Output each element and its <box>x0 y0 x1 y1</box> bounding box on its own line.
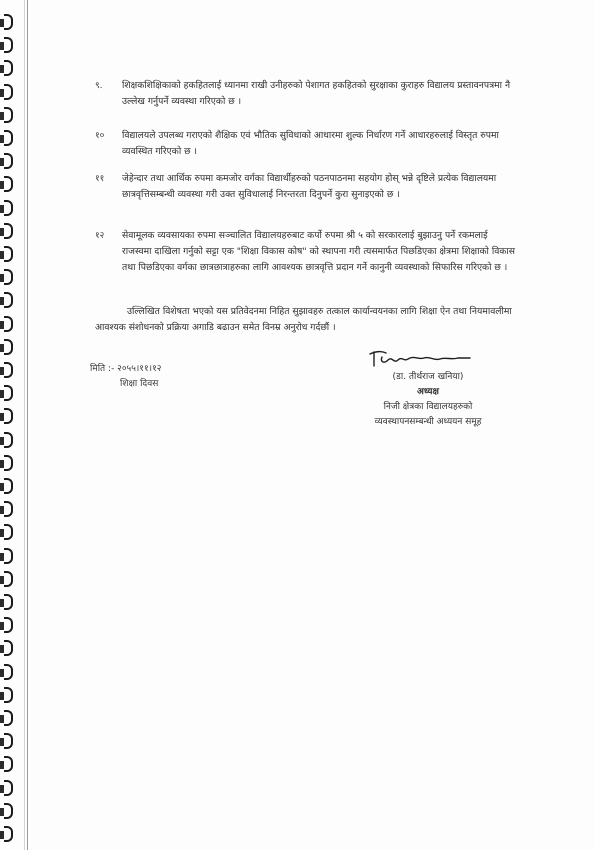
handwritten-signature <box>368 348 478 370</box>
binding-ring <box>4 826 13 842</box>
binding-ring <box>4 84 13 100</box>
committee-line: व्यवस्थापनसम्बन्धी अध्ययन समूह <box>374 417 482 427</box>
binding-ring <box>4 664 13 680</box>
binding-ring <box>4 756 13 772</box>
binding-ring <box>4 223 13 239</box>
item-text: सेवामूलक व्यवसायका रुपमा सञ्चालित विद्यालयहरुबाट कर्पो रुपमा श्री ५ को सरकारलाई बुझाउनु पर्ने रकमलाई राजस्वमा दाखिला गर्नुको सट्टा एक "शिक्षा विकास कोष" को स्थापना गरी त्यसमार्फत पिछडिएका क्षेत्रमा शिक्षाको विकास तथा पिछडिएका वर्गका छात्रछात्राहरुका लागि आवश्यक छात्रवृत्ति प्रदान गर्ने कानुनी व्यवस्थाको सिफारिस गरिएको छ । <box>122 230 515 273</box>
binding-ring <box>4 107 13 123</box>
binding-ring <box>4 780 13 796</box>
item-number: ९. <box>95 81 103 91</box>
closing-paragraph: उल्लिखित विशेषता भएको यस प्रतिवेदनमा निहित सुझावहरु तत्काल कार्यान्वयनका लागि शिक्षा ऐन तथा नियमावलीमा आवश्यक संशोधनको प्रक्रिया अगाडि बढाउन समेत विनम्र अनुरोध गर्दछौं । <box>95 306 512 333</box>
page-edge-line <box>27 0 28 850</box>
binding-ring <box>4 617 13 633</box>
binding-ring <box>4 432 13 448</box>
binding-ring <box>4 710 13 726</box>
binding-ring <box>4 153 13 169</box>
binding-ring <box>4 60 13 76</box>
binding-ring <box>4 455 13 471</box>
day-line: शिक्षा दिवस <box>120 379 159 389</box>
binding-ring <box>4 200 13 216</box>
binding-ring <box>4 733 13 749</box>
item-number: १२ <box>95 231 105 241</box>
binding-ring <box>4 292 13 308</box>
page-edge-line <box>24 0 25 850</box>
signatory-title: अध्यक्ष <box>417 387 439 397</box>
binding-ring <box>4 176 13 192</box>
item-number: ११ <box>95 174 105 184</box>
item-text: शिक्षकशिक्षिकाको हकहितलाई ध्यानमा राखी उनीहरुको पेशागत हकहितको सुरक्षाका कुराहरु विद्यालय प्रस्तावनपत्रमा नै उल्लेख गर्नुपर्ने व्यवस्था गरिएको छ । <box>122 80 511 107</box>
binding-strip <box>0 0 30 850</box>
binding-ring <box>4 803 13 819</box>
item-text: विद्यालयले उपलब्ध गराएको शैक्षिक एवं भौतिक सुविधाको आधारमा शुल्क निर्धारण गर्ने आधारहरुलाई विस्तृत रुपमा व्यवस्थित गरिएको छ । <box>122 130 499 157</box>
binding-ring <box>4 408 13 424</box>
binding-ring <box>4 385 13 401</box>
binding-ring <box>4 640 13 656</box>
binding-ring <box>4 687 13 703</box>
binding-ring <box>4 478 13 494</box>
binding-ring <box>4 37 13 53</box>
binding-ring <box>4 594 13 610</box>
binding-ring <box>4 548 13 564</box>
binding-ring <box>4 571 13 587</box>
binding-ring <box>4 339 13 355</box>
binding-ring <box>4 246 13 262</box>
binding-ring <box>4 130 13 146</box>
item-text: जेहेन्दार तथा आर्थिक रुपमा कमजोर वर्गका विद्यार्थीहरुको पठनपाठनमा सहयोग होस् भन्ने दृष्टिले प्रत्येक विद्यालयमा छात्रवृत्तिसम्बन्धी व्यवस्था गरी उक्त सुविधालाई निरन्तरता दिनुपर्ने कुरा सुनाइएको छ । <box>122 173 497 200</box>
signature-block <box>348 348 508 430</box>
binding-ring <box>4 269 13 285</box>
date-block <box>90 362 161 392</box>
binding-ring <box>4 524 13 540</box>
committee-line: निजी क्षेत्रका विद्यालयहरुको <box>383 402 473 412</box>
item-number: १० <box>95 131 105 141</box>
date-line: मिति :- २०५५।११।१२ <box>90 364 162 374</box>
binding-ring <box>4 362 13 378</box>
binding-ring <box>4 501 13 517</box>
signatory-name: (डा. तीर्थराज खनिया) <box>392 372 464 382</box>
binding-ring <box>4 316 13 332</box>
binding-ring <box>4 14 13 30</box>
